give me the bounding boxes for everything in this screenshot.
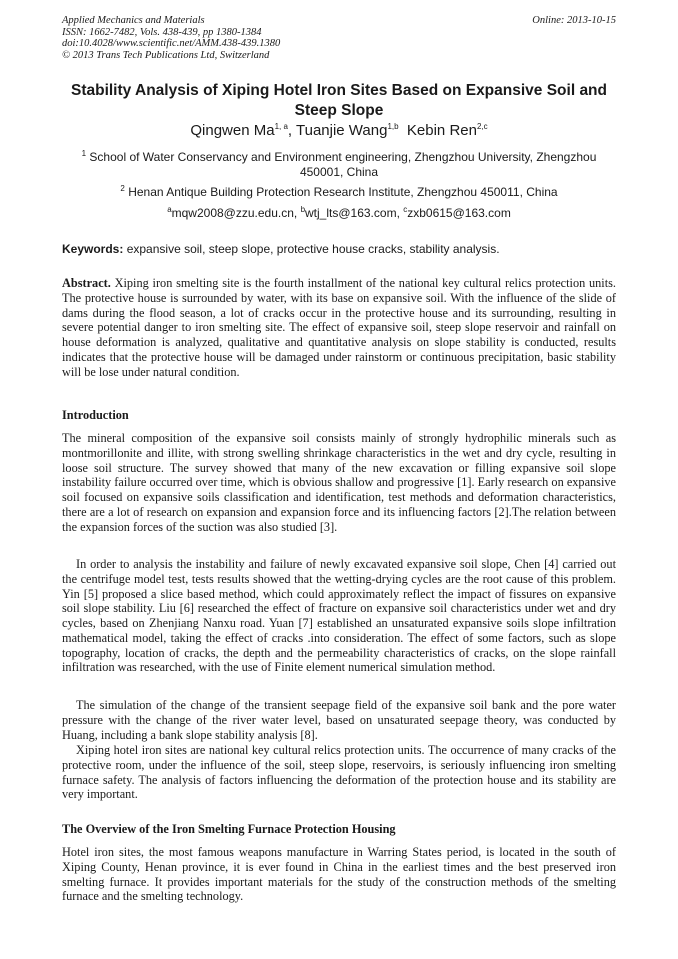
keywords	[62, 242, 616, 257]
author-affiliation-mark: 2,c	[476, 122, 488, 131]
email-mark: c	[403, 205, 408, 214]
affiliation-1	[60, 150, 618, 180]
author-name: Kebin Ren	[406, 122, 477, 139]
author-name: Qingwen Ma	[190, 122, 275, 139]
copyright-line: © 2013 Trans Tech Publications Ltd, Switzerland	[62, 49, 270, 61]
journal-name: Applied Mechanics and Materials	[62, 15, 205, 26]
author-affiliation-mark: 1,b	[387, 122, 399, 131]
affiliation-2	[60, 185, 618, 200]
email-address: mqw2008@zzu.edu.cn	[171, 206, 294, 220]
doi-line: doi:10.4028/www.scientific.net/AMM.438-439.1380	[62, 38, 281, 49]
online-date: Online: 2013-10-15	[532, 15, 616, 26]
paragraph: The simulation of the change of the transient seepage field of the expansive soil bank and the pore water pressure with the change of the river water level, based on unsaturated seepage theory, was conducted by Huang, including a bank slope stability analysis [8].	[62, 698, 616, 742]
journal-header	[62, 15, 616, 61]
affiliation-text: Henan Antique Building Protection Research Institute, Zhengzhou 450011, China	[128, 185, 558, 199]
author-list: Qingwen Ma$^{1, a}$, Tuanjie Wang$^{1,b}$ Kebin Ren$^{2,c}$	[190, 122, 488, 139]
author-emails: $^a$mqw2008@zzu.edu.cn, $^b$wtj_lts@163.com, $^c$zxb0615@163.com	[167, 205, 511, 220]
issn-line: ISSN: 1662-7482, Vols. 438-439, pp 1380-1384	[62, 26, 262, 38]
email-mark: b	[300, 205, 306, 214]
section-heading-overview: The Overview of the Iron Smelting Furnace Protection Housing	[62, 822, 396, 836]
email-address: zxb0615@163.com	[407, 206, 511, 220]
paper-title: Stability Analysis of Xiping Hotel Iron Sites Based on Expansive Soil and Steep Slope	[70, 82, 607, 119]
abstract-label: Abstract.	[62, 276, 111, 290]
section-heading-introduction: Introduction	[62, 408, 129, 422]
paragraph: In order to analysis the instability and failure of newly excavated expansive soil slope, Chen [4] carried out the centrifuge model test, tests results showed that the wetting-drying cycles are the root cause of this problem. Yin [5] proposed a slice based method, which could approximately reflect the impact of fissures on expansive soil slope stability. Liu [6] researched the effect of fracture on expansive soil characteristics under wet and dry cycles, based on Zhenjiang Nanxu road. Yuan [7] established an unsaturated expansive soils slope infiltration mathematical model, taking the effect of cracks .into consideration. The effect of some factors, such as slope topography, location of cracks, the depth and the permeability characteristics of cracks, on the slope rainfall infiltration was researched, with the use of Finite element numerical simulation method.	[62, 557, 616, 675]
author-affiliation-mark: 1, a	[274, 122, 288, 131]
abstract	[62, 276, 616, 379]
email-address: wtj_lts@163.com	[305, 206, 397, 220]
paragraph: Xiping hotel iron sites are national key cultural relics protection units. The occurrence of many cracks of the protective room, under the influence of the soil, steep slope, reservoirs, is seriously influencing iron smelting furnace safety. The analysis of factors influencing the deformation of the protection house and its stability are very important.	[62, 743, 616, 802]
paragraph: Hotel iron sites, the most famous weapons manufacture in Warring States period, is located in the south of Xiping County, Henan province, it is ever found in China in the earliest times and the best preserved iron smelting furnace. It provides important materials for the study of the construction methods of the smelting furnace and the smelting technology.	[62, 845, 616, 904]
paragraph: The mineral composition of the expansive soil consists mainly of strongly hydrophilic minerals such as montmorillonite and illite, with strong swelling shrinkage characteristics in the wet and dry cycle, resulting in loose soil structure. The survey showed that many of the new excavation or filling expansive soil slope instability failure occurred over time, which is obvious shallow and progressive [1]. Early research on expansive soil focused on expansive soils classification and identification, test methods and deformation characteristics, there are a lot of research on expansion and expansion force and its influencing factors [2].The relation between the expansion forces of the suction was also studied [3].	[62, 431, 616, 534]
affiliation-text: School of Water Conservancy and Environment engineering, Zhengzhou University, Zhengzhou 450001, China	[89, 150, 597, 179]
affiliation-number: 2	[120, 184, 125, 193]
abstract-text: Xiping iron smelting site is the fourth installment of the national key cultural relics protection units. The protective house is surrounded by water, with its base on expansive soil. With the influence of the slide of dams during the flood season, a lot of cracks occur in the protective house and its surrounding, resulting in severe potential danger to iron smelting site. The effect of expansive soil, steep slope reservoir and rainfall on house deformation is analyzed, qualitative and quantitative analysis on slope stability is conducted, results indicates that the protective house will be damaged under rainstorm or continuous precipitation, basic stability will be lose under natural condition.	[62, 276, 616, 379]
author-name: Tuanjie Wang	[296, 122, 388, 139]
keywords-label: Keywords:	[62, 242, 124, 256]
keywords-text: expansive soil, steep slope, protective house cracks, stability analysis.	[126, 242, 500, 256]
affiliation-number: 1	[81, 149, 87, 158]
email-mark: a	[167, 205, 172, 214]
